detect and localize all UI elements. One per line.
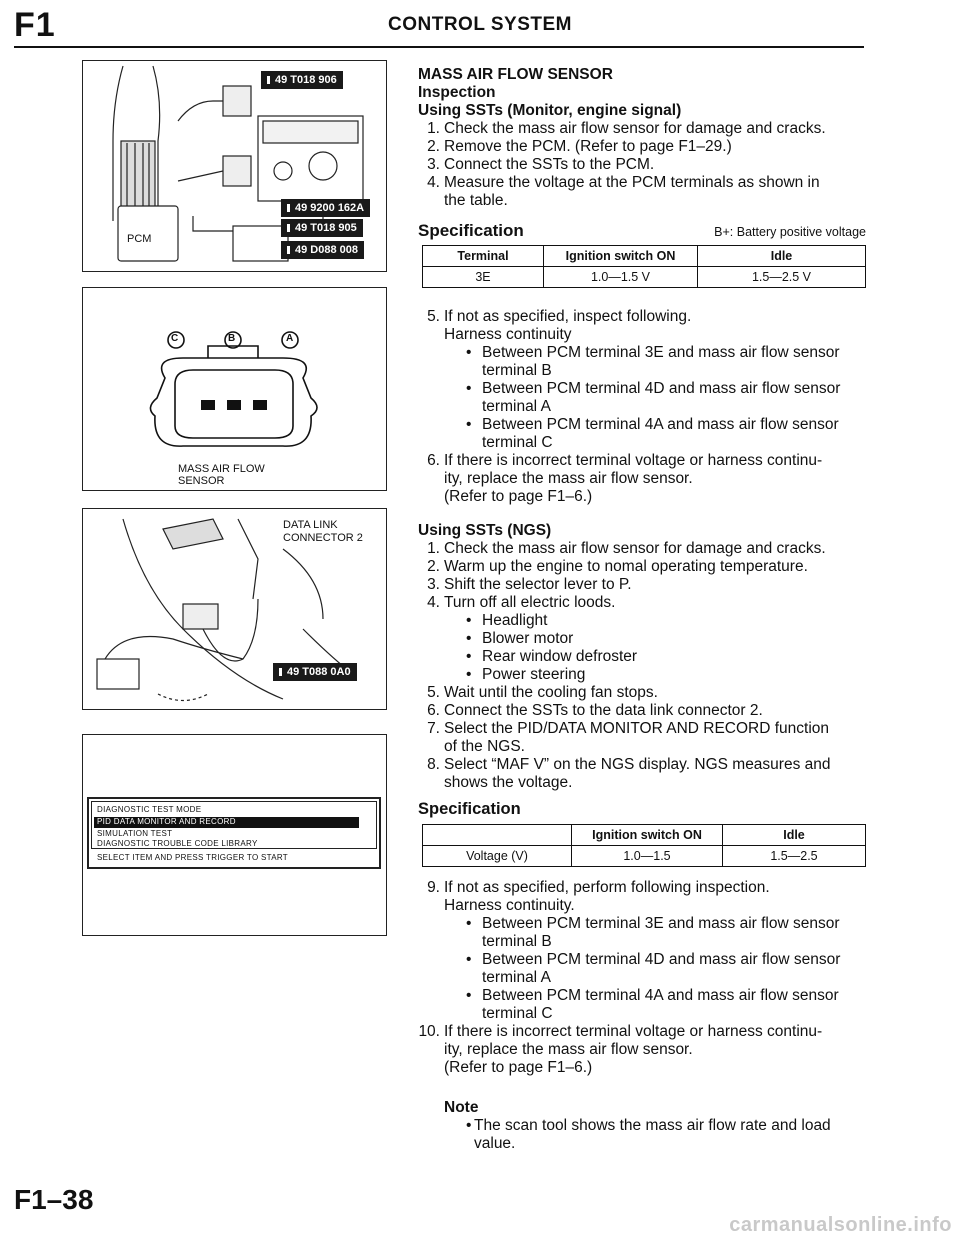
step: 1. Check the mass air flow sensor for damage and cracks. <box>427 120 826 137</box>
figure-sst-connection <box>82 60 387 272</box>
watermark: carmanualsonline.info <box>729 1214 952 1236</box>
spec-label: Specification <box>418 800 521 818</box>
callout-line: CONNECTOR 2 <box>283 532 363 544</box>
column-header: Ignition switch ON <box>544 246 698 267</box>
step: 5. Wait until the cooling fan stops. <box>427 684 658 701</box>
bullet-continuation: terminal A <box>482 398 551 415</box>
figure-data-link-connector <box>82 508 387 710</box>
step-continuation: (Refer to page F1–6.) <box>444 1059 593 1076</box>
step: 2. Remove the PCM. (Refer to page F1–29.) <box>427 138 732 155</box>
tool-label: 49 T088 0A0 <box>273 663 357 681</box>
bullet-continuation: terminal C <box>482 434 553 451</box>
step-continuation: of the NGS. <box>444 738 525 755</box>
menu-item: DIAGNOSTIC TROUBLE CODE LIBRARY <box>97 839 258 848</box>
bullet-item: • Between PCM terminal 4D and mass air flow sensor <box>418 380 870 398</box>
bullet-continuation: terminal B <box>482 362 552 379</box>
table-cell: 3E <box>423 267 544 288</box>
bullet-continuation: terminal B <box>482 933 552 950</box>
table-cell: 1.0—1.5 V <box>544 267 698 288</box>
step: 7. Select the PID/DATA MONITOR AND RECORD function <box>427 720 830 737</box>
pcm-label: PCM <box>127 233 152 245</box>
step: 1. Check the mass air flow sensor for damage and cracks. <box>427 540 826 557</box>
pin <box>201 400 215 410</box>
step-continuation: ity, replace the mass air flow sensor. <box>444 470 693 487</box>
bullet-item: • Rear window defroster <box>418 648 870 666</box>
figure-maf-connector <box>82 287 387 491</box>
step: 6. Connect the SSTs to the data link connector 2. <box>427 702 763 719</box>
step-continuation: shows the voltage. <box>444 774 573 791</box>
page-number: F1–38 <box>14 1184 94 1215</box>
page-title: CONTROL SYSTEM <box>388 14 572 35</box>
step: 3. Shift the selector lever to P. <box>427 576 632 593</box>
status-line: SELECT ITEM AND PRESS TRIGGER TO START <box>97 853 288 862</box>
section-code: F1 <box>14 6 56 44</box>
callout-line: DATA LINK <box>283 519 338 531</box>
column-header: Ignition switch ON <box>572 825 723 846</box>
step: 10. If there is incorrect terminal voltage or harness continu- <box>418 1023 823 1040</box>
header-divider <box>14 46 864 48</box>
bullet-continuation: terminal C <box>482 1005 553 1022</box>
step: 2. Warm up the engine to nomal operating temperature. <box>427 558 808 575</box>
section-title: MASS AIR FLOW SENSOR <box>418 66 613 83</box>
table-row <box>423 267 866 288</box>
procedure-text <box>418 66 870 1153</box>
connector-illustration <box>83 288 386 490</box>
tool-label: 49 T018 905 <box>281 219 363 237</box>
method-heading: Using SSTs (Monitor, engine signal) <box>418 102 682 119</box>
pin-label: C <box>171 333 179 344</box>
step: 8. Select “MAF V” on the NGS display. NGS measures and <box>427 756 831 773</box>
table-row <box>423 846 866 867</box>
table-cell: Voltage (V) <box>423 846 572 867</box>
bullet-item: • Between PCM terminal 4D and mass air flow sensor <box>418 951 870 969</box>
note-label: Note <box>444 1099 479 1116</box>
bullet-item: • Between PCM terminal 4A and mass air flow sensor <box>418 416 870 434</box>
tool-label: 49 D088 008 <box>281 241 364 259</box>
pin-label: A <box>286 333 294 344</box>
connector-callout <box>283 519 363 545</box>
spec-header <box>418 222 866 241</box>
pin <box>227 400 241 410</box>
table-cell: 1.0—1.5 <box>572 846 723 867</box>
method-heading: Using SSTs (NGS) <box>418 522 552 539</box>
section-subtitle: Inspection <box>418 84 496 101</box>
menu-item: SIMULATION TEST <box>97 829 173 838</box>
column-header <box>423 825 572 846</box>
tool-label: 49 T018 906 <box>261 71 343 89</box>
step-sub: Harness continuity. <box>444 897 575 914</box>
bullet-item: • Headlight <box>418 612 870 630</box>
step-sub: Harness continuity <box>444 326 572 343</box>
step: 6. If there is incorrect terminal voltage or harness continu- <box>427 452 823 469</box>
bullet-item: • Between PCM terminal 3E and mass air flow sensor <box>418 344 870 362</box>
note-item: • The scan tool shows the mass air flow rate and load <box>418 1117 870 1135</box>
step: 5. If not as specified, inspect following. <box>427 308 692 325</box>
table-cell: 1.5—2.5 V <box>698 267 866 288</box>
step: 3. Connect the SSTs to the PCM. <box>427 156 655 173</box>
column-header: Idle <box>698 246 866 267</box>
figure-ngs-screen <box>82 734 387 936</box>
step-continuation: the table. <box>444 192 508 209</box>
step: 9. If not as specified, perform following inspection. <box>427 879 770 896</box>
step-continuation: (Refer to page F1–6.) <box>444 488 593 505</box>
pin-label: B <box>228 333 236 344</box>
bullet-item: • Power steering <box>418 666 870 684</box>
spec-label: Specification <box>418 221 524 240</box>
caption-line: SENSOR <box>178 475 225 487</box>
step: 4. Turn off all electric loods. <box>427 594 616 611</box>
spec-note: B+: Battery positive voltage <box>714 225 866 239</box>
bullet-item: • Between PCM terminal 4A and mass air flow sensor <box>418 987 870 1005</box>
column-header: Idle <box>723 825 866 846</box>
menu-item: DIAGNOSTIC TEST MODE <box>97 805 202 814</box>
bullet-continuation: terminal A <box>482 969 551 986</box>
figure-caption <box>178 463 265 487</box>
ngs-display <box>87 797 381 869</box>
spec-table <box>422 824 866 867</box>
column-header: Terminal <box>423 246 544 267</box>
table-cell: 1.5—2.5 <box>723 846 866 867</box>
menu-item-selected: PID DATA MONITOR AND RECORD <box>94 817 359 828</box>
caption-line: MASS AIR FLOW <box>178 463 265 475</box>
pin <box>253 400 267 410</box>
table-header-row <box>423 246 866 267</box>
table-header-row <box>423 825 866 846</box>
tool-label: 49 9200 162A <box>281 199 370 217</box>
spec-table <box>422 245 866 288</box>
note-continuation: value. <box>474 1135 516 1152</box>
bullet-item: • Between PCM terminal 3E and mass air flow sensor <box>418 915 870 933</box>
step: 4. Measure the voltage at the PCM terminals as shown in <box>427 174 820 191</box>
step-continuation: ity, replace the mass air flow sensor. <box>444 1041 693 1058</box>
bullet-item: • Blower motor <box>418 630 870 648</box>
